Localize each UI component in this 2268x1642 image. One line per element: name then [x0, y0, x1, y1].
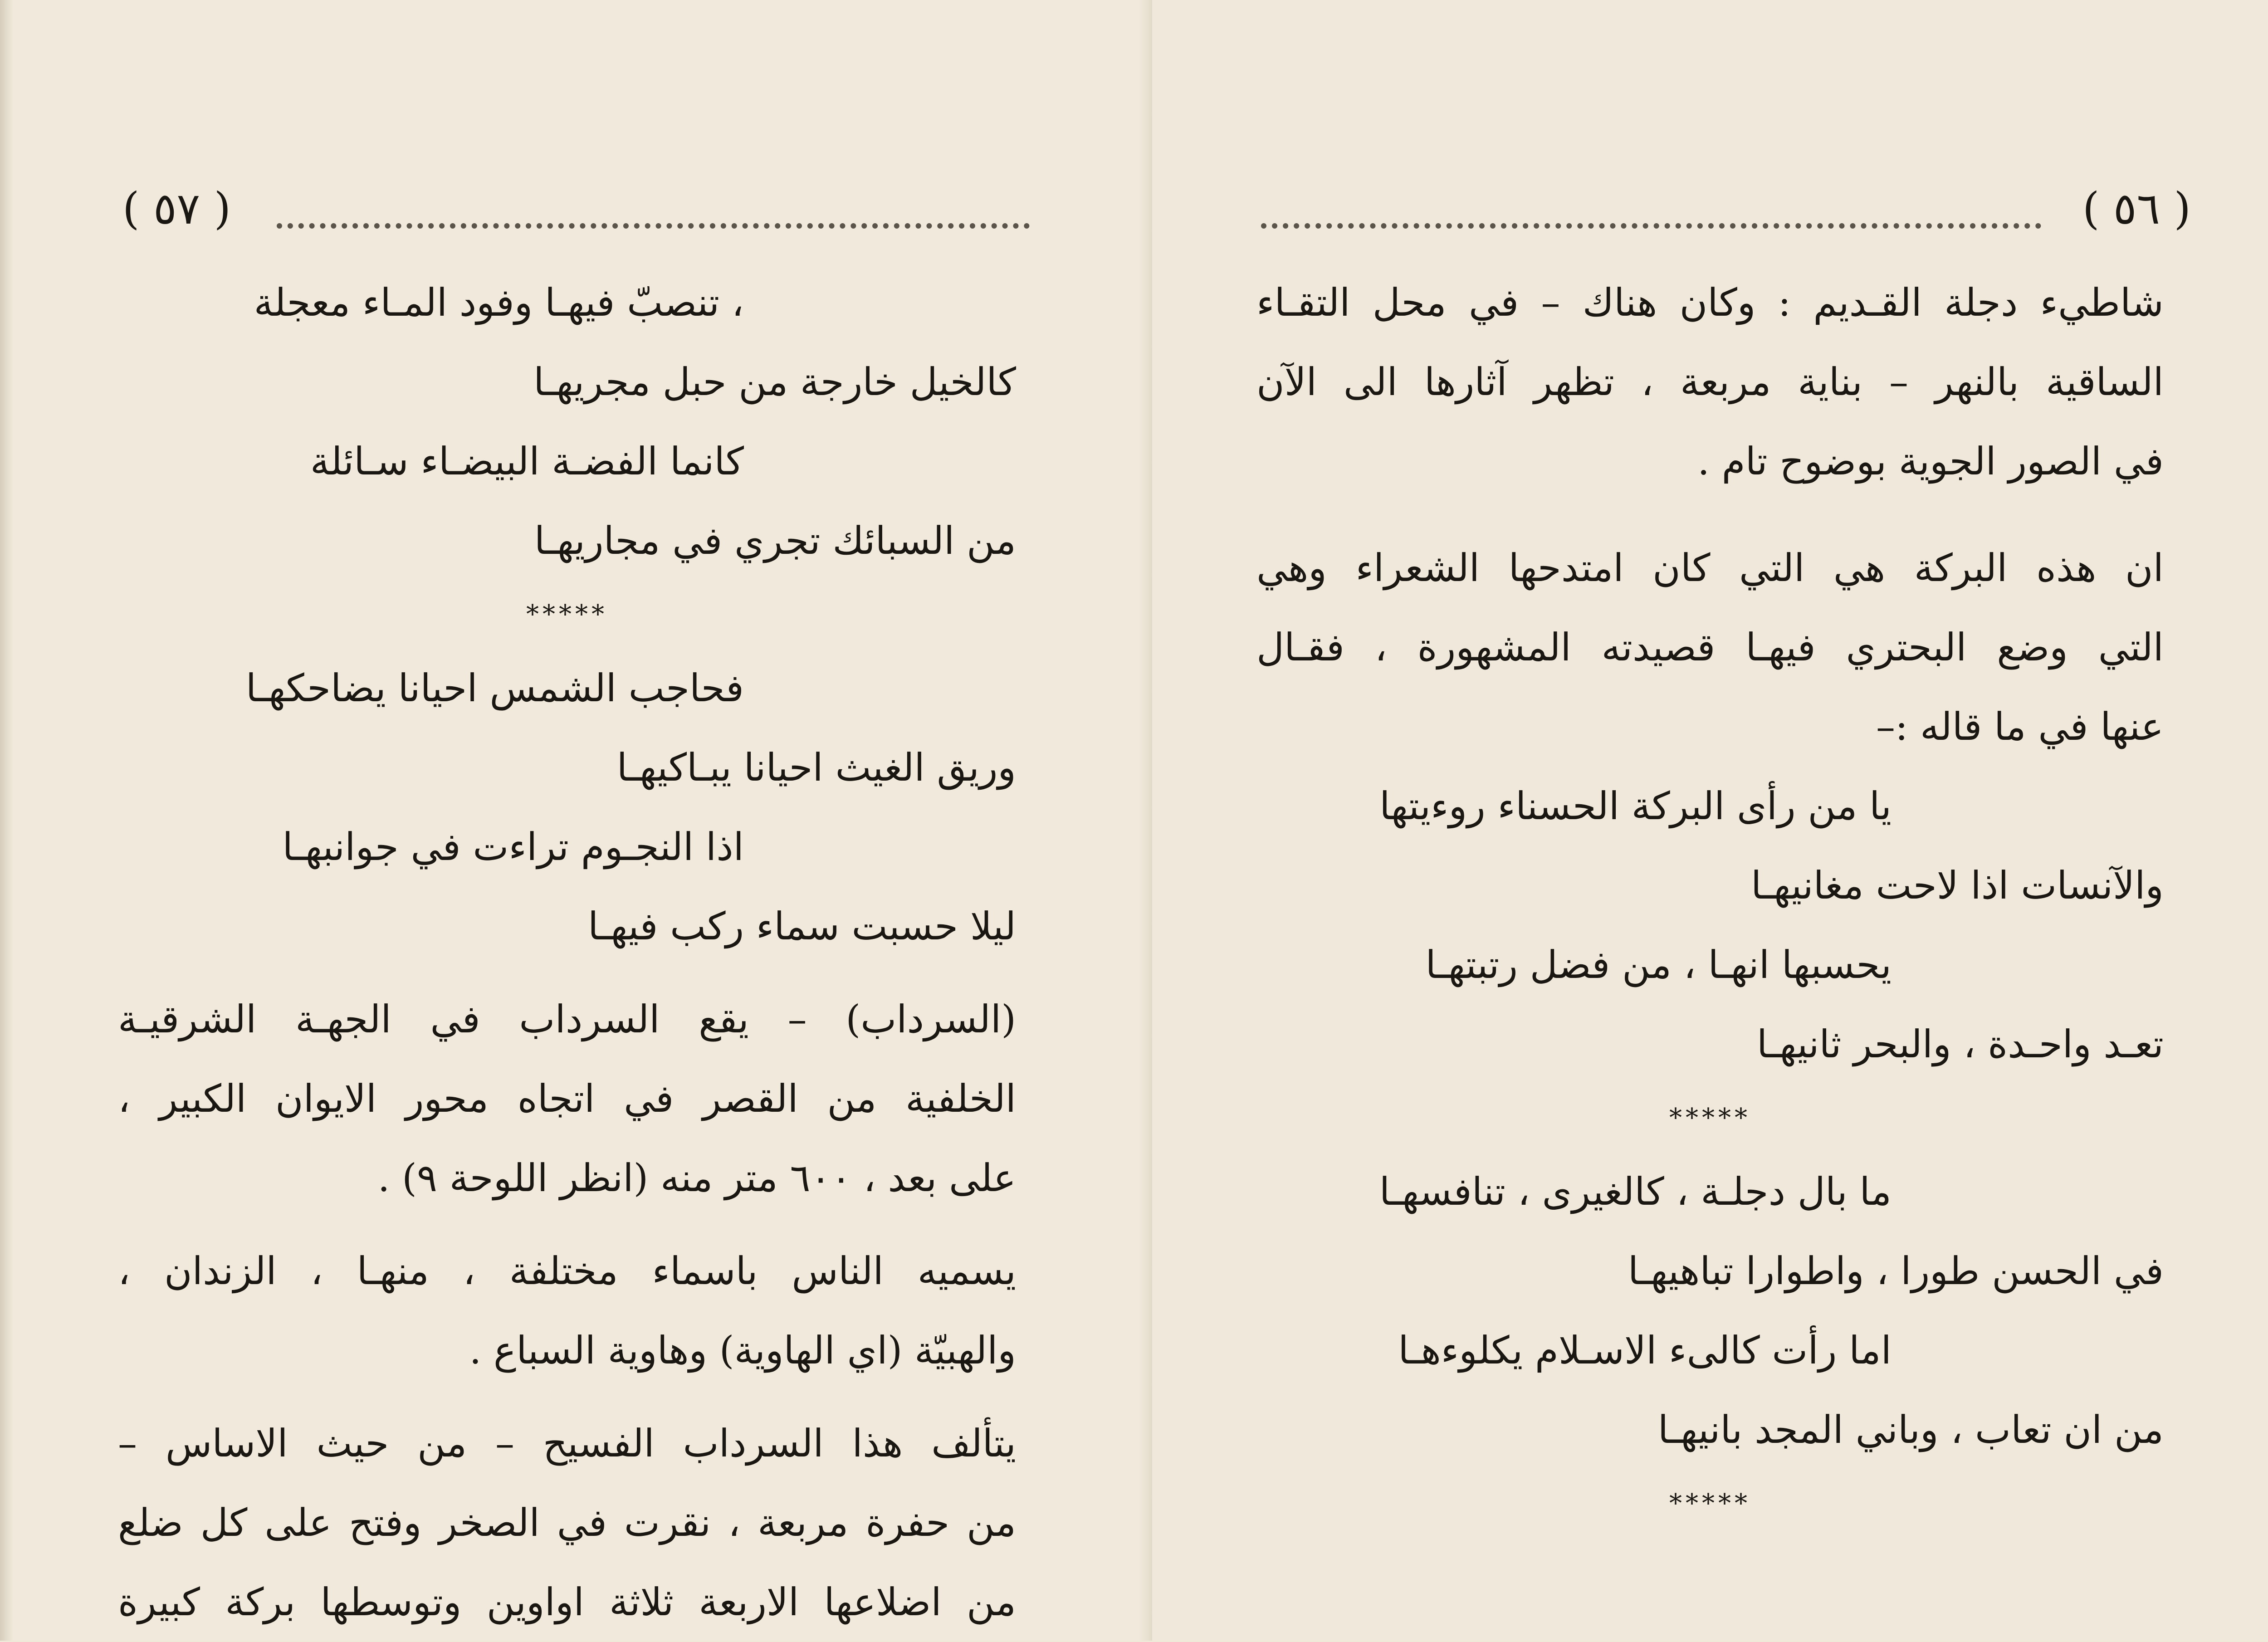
paragraph-line: (السرداب) – يقع السرداب في الجهـة الشرقيـة — [118, 997, 1016, 1041]
left-page-edge — [0, 0, 14, 1641]
paragraph-line: من حفرة مربعة ، نقرت في الصخر وفتح على كل ضلع — [118, 1500, 1016, 1545]
right-page-header — [1261, 181, 2191, 236]
verse-line: كانما الفضـة البيضـاء سـائلة — [310, 439, 744, 484]
verse-line: وريق الغيث احيانا يبـاكيهـا — [616, 745, 1016, 790]
verse-line: اما رأت كالىء الاسـلام يكلوءهـا — [1398, 1328, 1892, 1373]
left-page-number: ( ٥٧ ) — [122, 183, 231, 234]
verse-line: في الحسن طورا ، واطوارا تباهيهـا — [1628, 1249, 2164, 1293]
paragraph-line: الساقية بالنهر – بناية مربعة ، تظهر آثارها الى الآن — [1256, 360, 2164, 404]
left-page-text — [118, 263, 1016, 1642]
right-page-number: ( ٥٦ ) — [2082, 183, 2191, 234]
left-header-dotted-rule — [277, 223, 1030, 229]
section-separator: ***** — [1669, 1489, 1751, 1518]
verse-line: كالخيل خارجة من حبل مجريهـا — [533, 360, 1016, 404]
paragraph-line: التي وضع البحتري فيهـا قصيدته المشهورة ، فقـال — [1256, 625, 2164, 670]
paragraph-line: على بعد ، ٦٠٠ متر منه (انظر اللوحة ٩) . — [377, 1156, 1016, 1200]
spacer — [118, 1390, 1016, 1404]
paragraph-line: يتألف هذا السرداب الفسيح – من حيث الاساس – — [118, 1421, 1016, 1466]
verse-line: اذا النجـوم تراءت في جوانبهـا — [282, 825, 744, 869]
verse-line: ليلا حسبت سماء ركب فيهـا — [587, 904, 1016, 948]
spacer — [118, 1218, 1016, 1232]
paragraph-line: يسميه الناس باسماء مختلفة ، منهـا ، الزندان ، — [118, 1249, 1016, 1293]
right-header-dotted-rule — [1261, 223, 2041, 229]
verse-line: من ان تعاب ، وباني المجد بانيهـا — [1657, 1407, 2164, 1452]
paragraph-line: في الصور الجوية بوضوح تام . — [1697, 439, 2164, 484]
paragraph-line: شاطيء دجلة القـديم : وكان هناك – في محل التقـاء — [1256, 280, 2164, 325]
paragraph-line: ان هذه البركة هي التي كان امتدحها الشعراء وهي — [1256, 546, 2164, 590]
verse-line: ما بال دجلـة ، كالغيرى ، تنافسهـا — [1379, 1169, 1892, 1214]
spacer — [118, 966, 1016, 980]
verse-line: يا من رأى البركة الحسناء روءيتها — [1379, 784, 1892, 828]
paragraph-line: والهبيّة (اي الهاوية) وهاوية السباع . — [469, 1328, 1016, 1373]
left-page-header — [122, 181, 1030, 236]
paragraph-line: من اضلاعها الاربعة ثلاثة اواوين وتوسطها بركة كبيرة — [118, 1580, 1016, 1624]
paragraph-line: الخلفية من القصر في اتجاه محور الايوان الكبير ، — [118, 1076, 1016, 1121]
verse-line: والآنسات اذا لاحت مغانيهـا — [1750, 863, 2164, 908]
right-page-text — [1256, 263, 2164, 1538]
verse-line: تعـد واحـدة ، والبحر ثانيهـا — [1756, 1022, 2164, 1066]
verse-line: ، تنصبّ فيهـا وفود المـاء معجلة — [254, 280, 744, 325]
section-separator: ***** — [526, 600, 608, 629]
section-separator: ***** — [1669, 1103, 1751, 1133]
spacer — [1256, 501, 2164, 528]
paragraph-line: عنها في ما قاله :– — [1876, 704, 2164, 749]
verse-line: فحاجب الشمس احيانا يضاحكهـا — [245, 666, 744, 710]
verse-line: من السبائك تجري في مجاريهـا — [534, 518, 1016, 563]
verse-line: يحسبها انهـا ، من فضل رتبتهـا — [1425, 943, 1892, 987]
